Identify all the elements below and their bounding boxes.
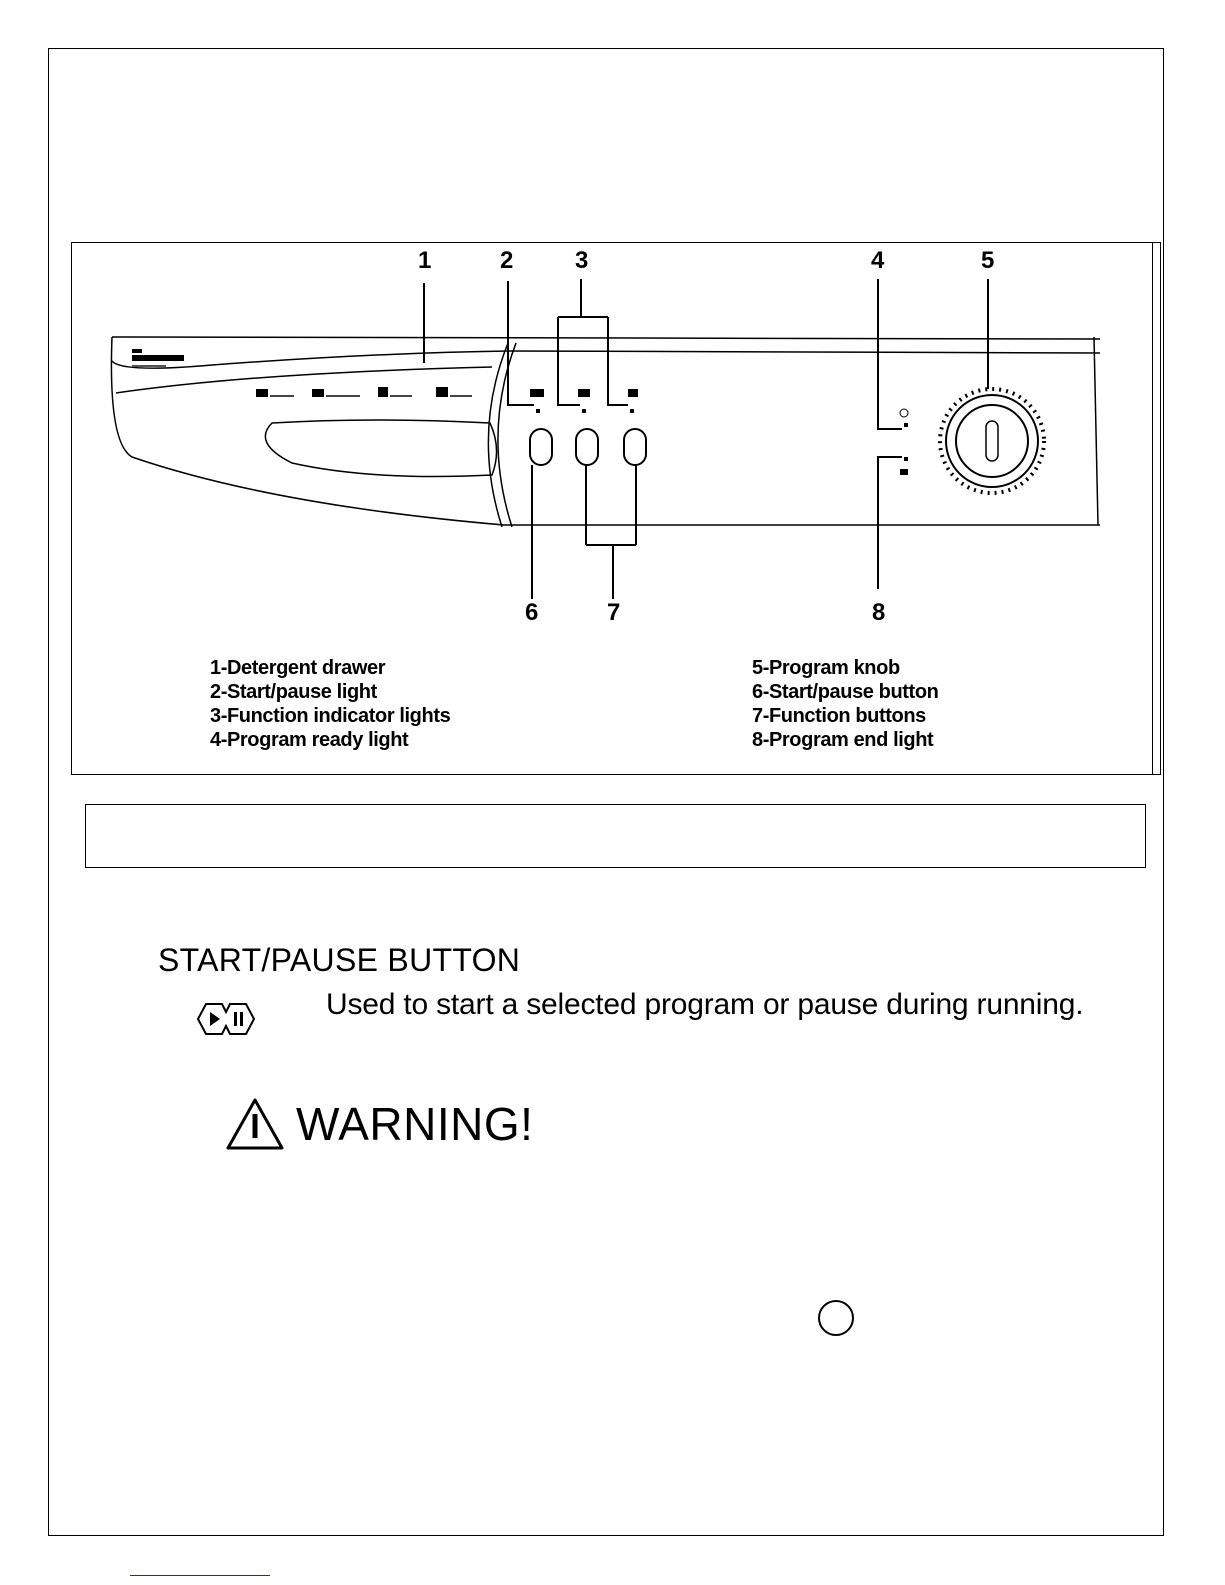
legend-item: 7-Function buttons (752, 705, 926, 727)
legend-item: 4-Program ready light (210, 729, 409, 751)
legend-item: 2-Start/pause light (210, 681, 377, 703)
function-light-2 (630, 409, 634, 413)
callout-3: 3 (575, 247, 589, 274)
callout-1: 1 (418, 247, 432, 274)
warning-label: WARNING! (296, 1098, 534, 1150)
legend-left (210, 656, 450, 752)
callout-2: 2 (500, 247, 514, 274)
footer-link-underline (130, 1575, 270, 1576)
legend-item: 5-Program knob (752, 657, 900, 679)
callout-4: 4 (871, 247, 885, 274)
callout-5: 5 (981, 247, 995, 274)
function-button-2[interactable] (624, 429, 646, 465)
section-description: Used to start a selected program or pause during running. (326, 988, 1084, 1021)
start-pause-button[interactable] (530, 429, 552, 465)
callout-6: 6 (525, 599, 539, 626)
function-button-1[interactable] (576, 429, 598, 465)
brand-logo (132, 349, 184, 367)
program-symbols (256, 387, 472, 397)
legend-item: 1-Detergent drawer (210, 657, 386, 679)
circle-symbol (818, 1300, 854, 1336)
callout-8: 8 (872, 599, 886, 626)
legend-right (752, 656, 938, 752)
program-knob[interactable] (940, 389, 1044, 493)
section-title: START/PAUSE BUTTON (158, 942, 521, 978)
program-end-light (904, 457, 908, 461)
start-pause-light (536, 409, 540, 413)
callout-7: 7 (607, 599, 621, 626)
warning-triangle-icon (224, 1096, 286, 1152)
legend-item: 6-Start/pause button (752, 681, 939, 703)
warning-heading (224, 1096, 533, 1152)
program-ready-light (904, 423, 908, 427)
legend-item: 3-Function indicator lights (210, 705, 451, 727)
empty-text-box (85, 804, 1146, 868)
brand-name: Beko (132, 340, 150, 347)
play-pause-icon (192, 1000, 260, 1038)
legend-item: 8-Program end light (752, 729, 934, 751)
function-light-1 (582, 409, 586, 413)
